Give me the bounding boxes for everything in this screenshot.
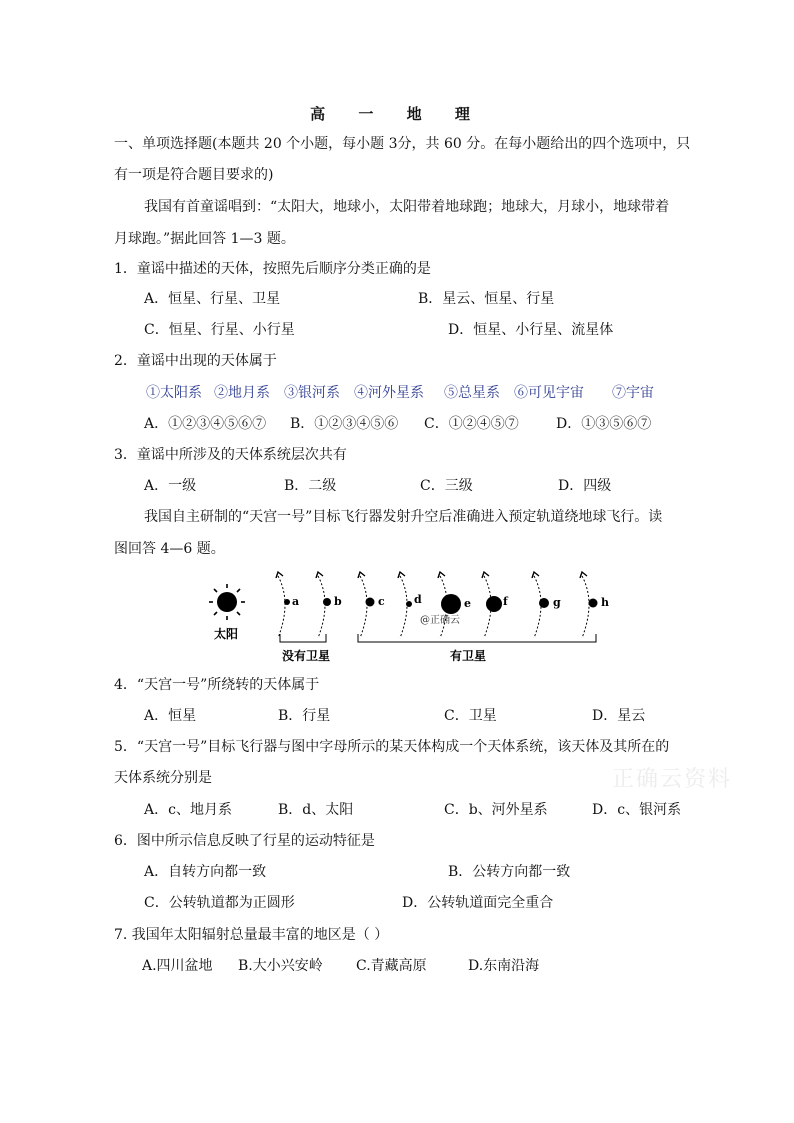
sun-label: 太阳: [214, 627, 239, 641]
planet-f: [486, 596, 502, 612]
q2-choice-1: ①太阳系: [146, 385, 202, 401]
planet-e: [441, 594, 461, 614]
q1-option-b[interactable]: B．星云、恒星、行星: [418, 291, 555, 307]
page-title: 高 一 地 理: [310, 105, 484, 123]
planet-label-e: e: [464, 597, 471, 610]
q5-stem-line1: 5．“天宫一号”目标飞行器与图中字母所示的某天体构成一个天体系统，该天体及其所在的: [114, 739, 670, 755]
q2-stem: 2．童谣中出现的天体属于: [114, 353, 277, 369]
intro1-line2: 月球跑。”据此回答 1—3 题。: [114, 231, 295, 247]
q4-stem: 4．“天宫一号”所绕转的天体属于: [114, 677, 320, 693]
section-heading-line2: 有一项是符合题目要求的): [114, 167, 274, 183]
q2-choice-6: ⑥可见宇宙: [514, 385, 584, 401]
planet-label-f: f: [503, 595, 508, 608]
group-label-with-moon: 有卫星: [450, 649, 487, 663]
q2-choice-7: ⑦宇宙: [612, 385, 654, 401]
q4-option-d[interactable]: D．星云: [592, 708, 646, 724]
q6-option-b[interactable]: B．公转方向都一致: [448, 864, 571, 880]
q6-option-d[interactable]: D．公转轨道面完全重合: [402, 895, 554, 911]
intro1-line1: 我国有首童谣唱到：“太阳大，地球小，太阳带着地球跑；地球大，月球小，地球带着: [144, 199, 670, 215]
q3-option-c[interactable]: C．三级: [420, 478, 473, 494]
q6-option-c[interactable]: C．公转轨道都为正圆形: [144, 895, 295, 911]
planet-h: [589, 599, 598, 608]
group-label-no-moon: 没有卫星: [282, 649, 331, 663]
planet-b: [323, 598, 331, 606]
q7-option-c[interactable]: C.青藏高原: [356, 958, 427, 974]
q2-option-d[interactable]: D．①③⑤⑥⑦: [556, 416, 652, 432]
q6-option-a[interactable]: A．自转方向都一致: [144, 864, 267, 880]
solar-system-diagram: [200, 568, 620, 668]
planet-label-b: b: [334, 595, 342, 608]
q1-option-a[interactable]: A．恒星、行星、卫星: [144, 291, 281, 307]
q2-choice-2: ②地月系: [214, 385, 270, 401]
q1-stem: 1．童谣中描述的天体，按照先后顺序分类正确的是: [114, 261, 431, 277]
q3-stem: 3．童谣中所涉及的天体系统层次共有: [114, 447, 347, 463]
q2-choice-4: ④河外星系: [354, 385, 424, 401]
intro2-line2: 图回答 4—6 题。: [114, 541, 225, 557]
q2-option-a[interactable]: A．①②③④⑤⑥⑦: [144, 416, 267, 432]
q7-option-a[interactable]: A.四川盆地: [142, 958, 213, 974]
q4-option-b[interactable]: B．行星: [278, 708, 331, 724]
q2-option-c[interactable]: C．①②④⑤⑦: [424, 416, 519, 432]
q2-choice-3: ③银河系: [284, 385, 340, 401]
q3-option-a[interactable]: A．一级: [144, 478, 197, 494]
q3-option-d[interactable]: D．四级: [558, 478, 612, 494]
q5-option-b[interactable]: B．d、太阳: [278, 802, 354, 818]
q4-option-a[interactable]: A．恒星: [144, 708, 197, 724]
q2-option-b[interactable]: B．①②③④⑤⑥: [290, 416, 399, 432]
page-watermark: 正确云资料: [612, 767, 733, 792]
q6-stem: 6．图中所示信息反映了行星的运动特征是: [114, 833, 375, 849]
planet-a: [284, 599, 290, 605]
q7-option-d[interactable]: D.东南沿海: [468, 958, 540, 974]
q3-option-b[interactable]: B．二级: [284, 478, 337, 494]
q4-option-c[interactable]: C．卫星: [444, 708, 497, 724]
sun-icon: [209, 584, 245, 620]
diagram-watermark: @正确云: [420, 615, 460, 626]
planet-label-h: h: [601, 596, 609, 609]
planet-c: [366, 598, 375, 607]
planet-label-g: g: [553, 596, 561, 609]
section-heading-line1: 一、单项选择题(本题共 20 个小题，每小题 3分，共 60 分。在每小题给出的四个选项中，只: [114, 136, 691, 152]
q5-stem-line2: 天体系统分别是: [114, 770, 212, 786]
q5-option-a[interactable]: A．c、地月系: [144, 802, 232, 818]
planet-label-c: c: [378, 595, 385, 608]
q7-stem: 7. 我国年太阳辐射总量最丰富的地区是（ ）: [114, 927, 389, 943]
planet-g: [539, 598, 549, 608]
planet-label-a: a: [292, 595, 300, 608]
q1-option-d[interactable]: D．恒星、小行星、流星体: [448, 322, 614, 338]
intro2-line1: 我国自主研制的“天宫一号”目标飞行器发射升空后准确进入预定轨道绕地球飞行。读: [144, 509, 663, 525]
q5-option-c[interactable]: C．b、河外星系: [444, 802, 548, 818]
q2-choice-5: ⑤总星系: [444, 385, 500, 401]
planet-label-d: d: [414, 593, 422, 606]
q7-option-b[interactable]: B.大小兴安岭: [238, 958, 323, 974]
q5-option-d[interactable]: D．c、银河系: [592, 802, 682, 818]
q1-option-c[interactable]: C．恒星、行星、小行星: [144, 322, 295, 338]
planet-d: [406, 601, 412, 607]
